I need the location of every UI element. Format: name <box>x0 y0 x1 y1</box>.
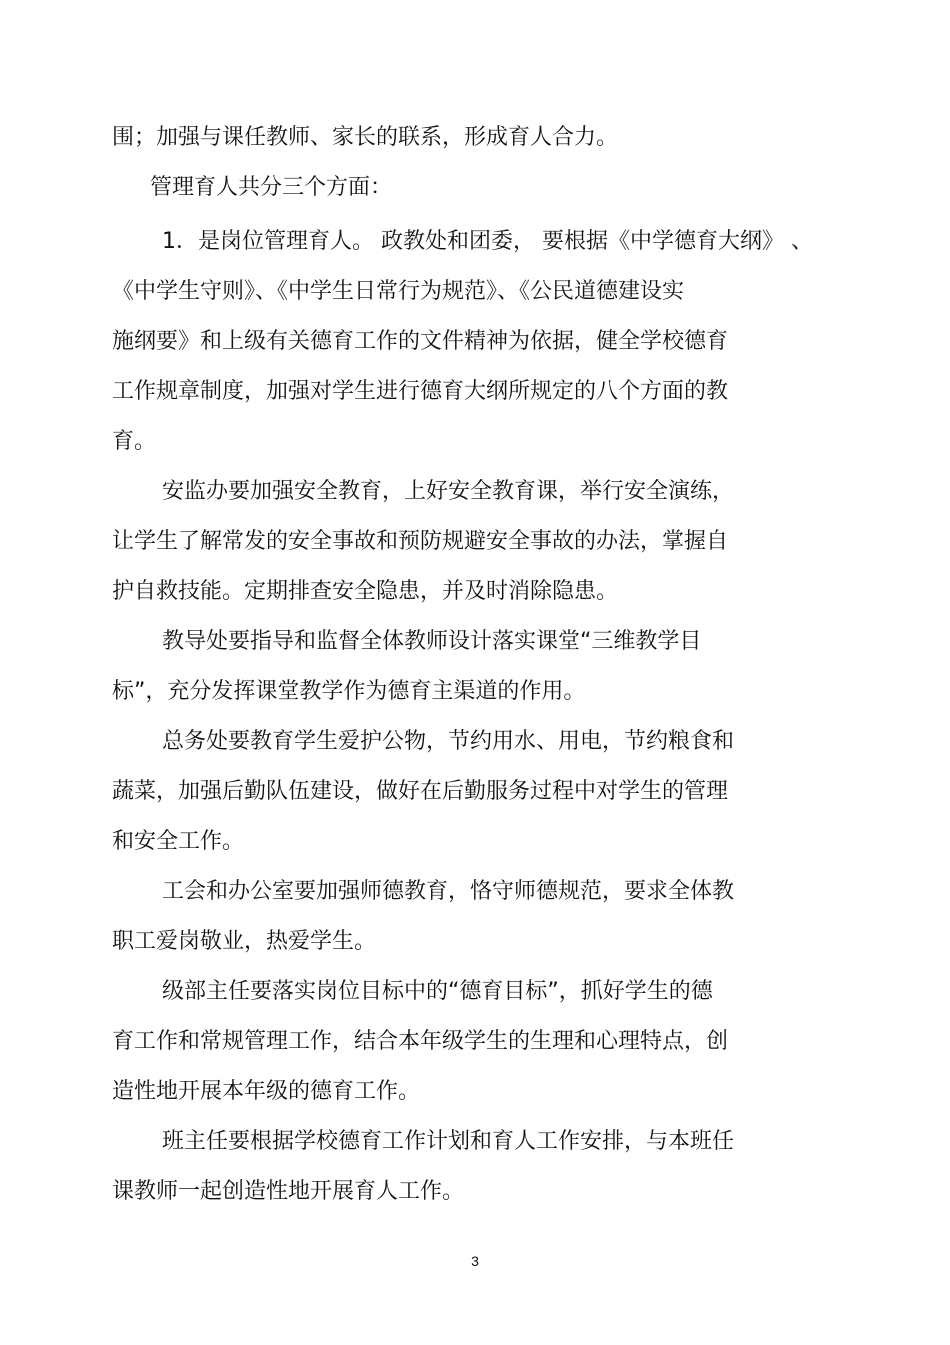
text-line: 工作规章制度，加强对学生进行德育大纲所规定的八个方面的教 <box>112 379 729 404</box>
text-line: 和安全工作。 <box>112 829 245 854</box>
text-line: 课教师一起创造性地开展育人工作。 <box>112 1179 465 1204</box>
text-line: 育。 <box>112 429 157 454</box>
text-line: 总务处要教育学生爱护公物，节约用水、用电，节约粮食和 <box>162 729 735 754</box>
text-line: 管理育人共分三个方面： <box>150 175 393 200</box>
text-line: 安监办要加强安全教育，上好安全教育课，举行安全演练， <box>162 479 735 504</box>
text-line: 《中学生守则》、《中学生日常行为规范》、《公民道德建设实 <box>112 279 685 304</box>
text-line: 标”，充分发挥课堂教学作为德育主渠道的作用。 <box>112 679 586 704</box>
text-line: 施纲要》和上级有关德育工作的文件精神为依据，健全学校德育 <box>112 329 729 354</box>
text-line: 让学生了解常发的安全事故和预防规避安全事故的办法，掌握自 <box>112 529 729 554</box>
text-line: 围；加强与课任教师、家长的联系，形成育人合力。 <box>112 125 619 150</box>
page-number: 3 <box>471 1253 479 1269</box>
text-line: 造性地开展本年级的德育工作。 <box>112 1079 421 1104</box>
text-line: 蔬菜，加强后勤队伍建设，做好在后勤服务过程中对学生的管理 <box>112 779 729 804</box>
text-line: 职工爱岗敬业，热爱学生。 <box>112 929 377 954</box>
text-line: 工会和办公室要加强师德教育，恪守师德规范，要求全体教 <box>162 879 735 904</box>
text-line: 教导处要指导和监督全体教师设计落实课堂“三维教学目 <box>162 629 702 654</box>
text-line: 级部主任要落实岗位目标中的“德育目标”，抓好学生的德 <box>162 979 713 1004</box>
text-line: 育工作和常规管理工作，结合本年级学生的生理和心理特点，创 <box>112 1029 729 1054</box>
text-line: 1．是岗位管理育人。 政教处和团委， 要根据《中学德育大纲》 、 <box>162 229 813 254</box>
text-line: 班主任要根据学校德育工作计划和育人工作安排，与本班任 <box>162 1129 735 1154</box>
text-line: 护自救技能。定期排查安全隐患，并及时消除隐患。 <box>112 579 619 604</box>
